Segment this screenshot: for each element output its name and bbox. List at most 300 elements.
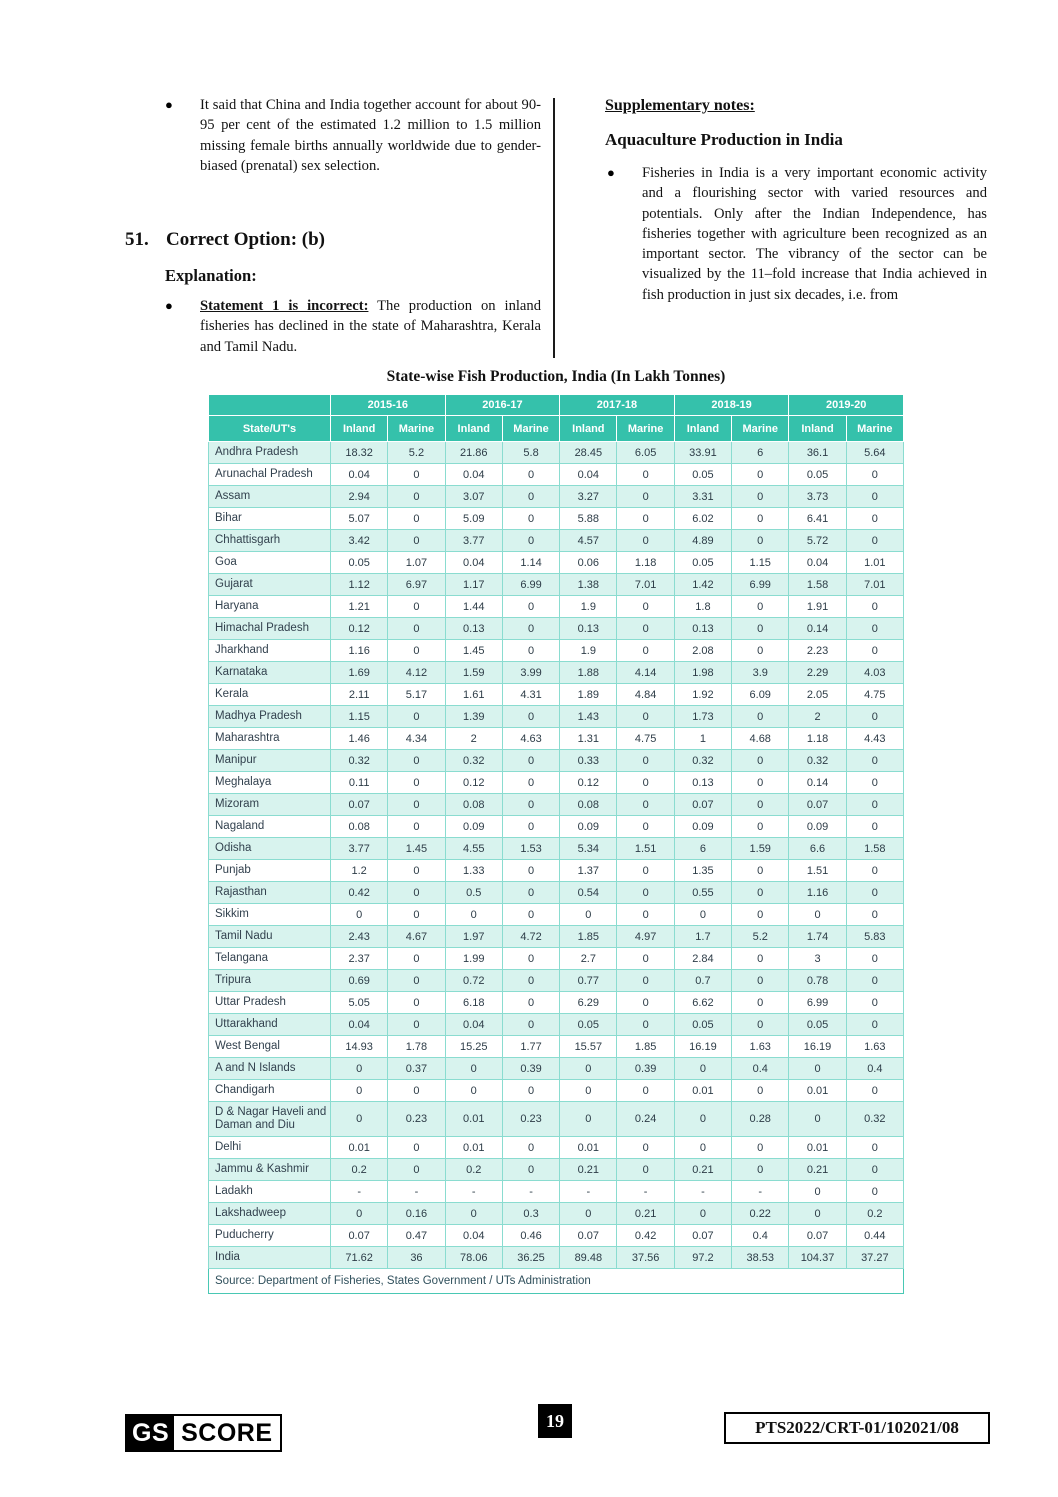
year-header-cell: 2018-19: [674, 395, 789, 416]
value-cell: 0: [617, 640, 674, 662]
value-cell: 1.12: [331, 574, 388, 596]
value-cell: 0.37: [388, 1058, 445, 1080]
table-row: [209, 1225, 904, 1247]
value-cell: 0.04: [331, 464, 388, 486]
value-cell: 0.04: [445, 1014, 502, 1036]
value-cell: 1.58: [846, 838, 903, 860]
value-cell: 6.09: [732, 684, 789, 706]
value-cell: 0.78: [789, 970, 846, 992]
value-cell: 4.55: [445, 838, 502, 860]
value-cell: 4.75: [617, 728, 674, 750]
table-row: [209, 926, 904, 948]
value-cell: 0: [789, 1203, 846, 1225]
value-cell: 1.42: [674, 574, 731, 596]
table-row: [209, 662, 904, 684]
value-cell: -: [445, 1181, 502, 1203]
table-row: [209, 1080, 904, 1102]
value-cell: 0.08: [445, 794, 502, 816]
value-cell: 0.14: [789, 772, 846, 794]
value-cell: 0.08: [331, 816, 388, 838]
value-cell: 0: [789, 1058, 846, 1080]
value-cell: 0: [732, 1080, 789, 1102]
value-cell: 5.88: [560, 508, 617, 530]
value-cell: 6.99: [789, 992, 846, 1014]
value-cell: 0: [388, 816, 445, 838]
value-cell: 2.94: [331, 486, 388, 508]
value-cell: 0: [617, 530, 674, 552]
value-cell: 21.86: [445, 442, 502, 464]
value-cell: 1.97: [445, 926, 502, 948]
value-cell: 0.32: [674, 750, 731, 772]
value-cell: 0.13: [674, 618, 731, 640]
value-cell: 1.77: [502, 1036, 559, 1058]
value-cell: 37.27: [846, 1247, 903, 1269]
state-cell: Chhattisgarh: [209, 530, 331, 552]
value-cell: 0.05: [789, 1014, 846, 1036]
value-cell: 4.67: [388, 926, 445, 948]
value-cell: 0.3: [502, 1203, 559, 1225]
value-cell: 0: [789, 1102, 846, 1137]
value-cell: 0.22: [732, 1203, 789, 1225]
value-cell: 0.04: [445, 1225, 502, 1247]
value-cell: 0: [388, 596, 445, 618]
value-cell: 0: [846, 904, 903, 926]
table-row: [209, 464, 904, 486]
table-footer: [209, 1269, 904, 1294]
table-row: [209, 1058, 904, 1080]
value-cell: 0: [388, 1159, 445, 1181]
value-cell: 4.84: [617, 684, 674, 706]
state-cell: Arunachal Pradesh: [209, 464, 331, 486]
value-cell: 0.4: [732, 1225, 789, 1247]
value-cell: 2.11: [331, 684, 388, 706]
right-bullet-text: Fisheries in India is a very important economic activity and a flourishing sector with varied resources and potentials. Only after the Indian Independence, has fisheries together with agriculture been recognized as an important sector. The vibrancy of the sector can be visualized by the 11–fold increase that India achieved in fish production in just six decades, i.e. from: [642, 165, 987, 303]
value-cell: 0: [674, 1203, 731, 1225]
value-cell: 0: [502, 750, 559, 772]
value-cell: 0: [846, 508, 903, 530]
value-cell: 4.03: [846, 662, 903, 684]
value-cell: 4.72: [502, 926, 559, 948]
value-cell: 0: [445, 904, 502, 926]
value-cell: 5.2: [388, 442, 445, 464]
bullet-icon: ●: [165, 97, 173, 112]
value-cell: 0: [617, 464, 674, 486]
value-cell: 0: [388, 948, 445, 970]
value-cell: 1.35: [674, 860, 731, 882]
table-row: [209, 1036, 904, 1058]
value-cell: 0: [846, 1014, 903, 1036]
value-cell: 0: [732, 882, 789, 904]
value-cell: 1.31: [560, 728, 617, 750]
value-cell: 7.01: [617, 574, 674, 596]
table-row: [209, 1137, 904, 1159]
value-cell: 1.14: [502, 552, 559, 574]
state-cell: Punjab: [209, 860, 331, 882]
value-cell: 0.09: [560, 816, 617, 838]
state-cell: Madhya Pradesh: [209, 706, 331, 728]
state-cell: Andhra Pradesh: [209, 442, 331, 464]
value-cell: 0: [502, 992, 559, 1014]
value-cell: 1.88: [560, 662, 617, 684]
table-row: [209, 772, 904, 794]
table-row: [209, 1203, 904, 1225]
value-cell: 1.89: [560, 684, 617, 706]
question-title: Correct Option: (b): [166, 229, 326, 250]
table-row: [209, 574, 904, 596]
value-cell: 0: [846, 882, 903, 904]
value-cell: 6.62: [674, 992, 731, 1014]
value-cell: 0.01: [789, 1080, 846, 1102]
value-cell: -: [732, 1181, 789, 1203]
table-row: [209, 992, 904, 1014]
value-cell: 1.38: [560, 574, 617, 596]
sub-header-cell: Marine: [388, 416, 445, 442]
logo-score-text: SCORE: [174, 1416, 279, 1450]
bullet-icon: ●: [607, 165, 615, 180]
value-cell: 1.91: [789, 596, 846, 618]
value-cell: 6.97: [388, 574, 445, 596]
value-cell: 0.13: [674, 772, 731, 794]
value-cell: 0: [388, 860, 445, 882]
state-cell: Uttar Pradesh: [209, 992, 331, 1014]
value-cell: 0: [674, 904, 731, 926]
fish-production-table: [208, 394, 904, 1294]
value-cell: 1.59: [732, 838, 789, 860]
value-cell: 0: [388, 618, 445, 640]
value-cell: 4.57: [560, 530, 617, 552]
value-cell: 0.07: [789, 794, 846, 816]
value-cell: 1.01: [846, 552, 903, 574]
value-cell: 1.16: [331, 640, 388, 662]
value-cell: 0: [502, 464, 559, 486]
value-cell: 2.23: [789, 640, 846, 662]
value-cell: 0: [388, 1080, 445, 1102]
year-header-row: [209, 395, 904, 416]
value-cell: 0.2: [331, 1159, 388, 1181]
table-row: [209, 816, 904, 838]
source-row: [209, 1269, 904, 1294]
value-cell: 0: [388, 904, 445, 926]
state-cell: Telangana: [209, 948, 331, 970]
value-cell: 0: [617, 508, 674, 530]
value-cell: 0: [846, 618, 903, 640]
value-cell: 28.45: [560, 442, 617, 464]
question-heading: [125, 229, 325, 251]
value-cell: 0: [617, 1080, 674, 1102]
value-cell: 1.37: [560, 860, 617, 882]
state-cell: Nagaland: [209, 816, 331, 838]
state-cell: Tamil Nadu: [209, 926, 331, 948]
table-row: [209, 838, 904, 860]
value-cell: 1.18: [789, 728, 846, 750]
value-cell: 1.45: [388, 838, 445, 860]
year-header-cell: 2019-20: [789, 395, 904, 416]
value-cell: 0: [617, 618, 674, 640]
value-cell: 0: [617, 794, 674, 816]
value-cell: 0: [846, 486, 903, 508]
table-row: [209, 948, 904, 970]
value-cell: 0: [732, 970, 789, 992]
value-cell: 0: [445, 1203, 502, 1225]
value-cell: 0.07: [674, 1225, 731, 1247]
value-cell: 78.06: [445, 1247, 502, 1269]
value-cell: 1.58: [789, 574, 846, 596]
value-cell: 18.32: [331, 442, 388, 464]
value-cell: 0: [732, 486, 789, 508]
value-cell: 2.08: [674, 640, 731, 662]
value-cell: 0: [502, 1014, 559, 1036]
value-cell: 0.12: [445, 772, 502, 794]
value-cell: 0: [846, 816, 903, 838]
table-row: [209, 1014, 904, 1036]
state-cell: Delhi: [209, 1137, 331, 1159]
value-cell: 0.05: [674, 552, 731, 574]
value-cell: 0.33: [560, 750, 617, 772]
value-cell: 1.16: [789, 882, 846, 904]
value-cell: 0: [732, 596, 789, 618]
table-row: [209, 596, 904, 618]
value-cell: 5.34: [560, 838, 617, 860]
value-cell: 1.44: [445, 596, 502, 618]
value-cell: 7.01: [846, 574, 903, 596]
value-cell: 0: [445, 1080, 502, 1102]
value-cell: 0: [388, 464, 445, 486]
left-bullet-item: [163, 296, 541, 357]
statement-lead: Statement 1 is incorrect:: [200, 298, 369, 314]
state-cell: Rajasthan: [209, 882, 331, 904]
value-cell: 1.63: [846, 1036, 903, 1058]
state-cell: Karnataka: [209, 662, 331, 684]
state-cell: Haryana: [209, 596, 331, 618]
value-cell: 1.53: [502, 838, 559, 860]
state-cell: Tripura: [209, 970, 331, 992]
value-cell: 0.39: [617, 1058, 674, 1080]
corner-cell: [209, 395, 331, 416]
value-cell: 1.78: [388, 1036, 445, 1058]
value-cell: 0.11: [331, 772, 388, 794]
table-row: [209, 1159, 904, 1181]
value-cell: 0: [502, 970, 559, 992]
value-cell: 0.32: [445, 750, 502, 772]
value-cell: 1.21: [331, 596, 388, 618]
value-cell: 0.47: [388, 1225, 445, 1247]
value-cell: 5.8: [502, 442, 559, 464]
value-cell: 3.9: [732, 662, 789, 684]
value-cell: 0: [846, 640, 903, 662]
value-cell: 0.77: [560, 970, 617, 992]
value-cell: 0: [502, 530, 559, 552]
value-cell: 0.05: [674, 464, 731, 486]
value-cell: 0.2: [445, 1159, 502, 1181]
value-cell: 0: [502, 618, 559, 640]
value-cell: 0: [502, 882, 559, 904]
value-cell: 0.01: [331, 1137, 388, 1159]
value-cell: 0.42: [331, 882, 388, 904]
table-row: [209, 552, 904, 574]
value-cell: 0: [502, 1159, 559, 1181]
value-cell: 0.23: [502, 1102, 559, 1137]
value-cell: 0.32: [331, 750, 388, 772]
value-cell: 5.2: [732, 926, 789, 948]
value-cell: 3.77: [331, 838, 388, 860]
value-cell: 0.44: [846, 1225, 903, 1247]
value-cell: 0: [846, 794, 903, 816]
value-cell: 6.29: [560, 992, 617, 1014]
value-cell: 0: [732, 948, 789, 970]
value-cell: 0: [617, 750, 674, 772]
value-cell: 0: [388, 1014, 445, 1036]
value-cell: 6.6: [789, 838, 846, 860]
value-cell: 0: [846, 1137, 903, 1159]
value-cell: 0: [846, 970, 903, 992]
value-cell: 0: [674, 1102, 731, 1137]
value-cell: 0.28: [732, 1102, 789, 1137]
table-row: [209, 640, 904, 662]
value-cell: 0: [846, 1181, 903, 1203]
value-cell: 0.16: [388, 1203, 445, 1225]
value-cell: 0: [617, 816, 674, 838]
state-cell: Bihar: [209, 508, 331, 530]
table-row: [209, 750, 904, 772]
value-cell: 0: [846, 464, 903, 486]
state-cell: Manipur: [209, 750, 331, 772]
value-cell: 0.13: [560, 618, 617, 640]
value-cell: 1.33: [445, 860, 502, 882]
value-cell: 1.18: [617, 552, 674, 574]
value-cell: 6.05: [617, 442, 674, 464]
value-cell: 0: [846, 530, 903, 552]
value-cell: 0: [388, 992, 445, 1014]
value-cell: 104.37: [789, 1247, 846, 1269]
value-cell: 0.01: [789, 1137, 846, 1159]
table-row: [209, 684, 904, 706]
value-cell: 1.61: [445, 684, 502, 706]
state-cell: D & Nagar Haveli and Daman and Diu: [209, 1102, 331, 1137]
value-cell: 1.45: [445, 640, 502, 662]
value-cell: 1.15: [732, 552, 789, 574]
value-cell: 0: [617, 1014, 674, 1036]
sub-header-cell: Inland: [331, 416, 388, 442]
value-cell: 4.75: [846, 684, 903, 706]
value-cell: 3.77: [445, 530, 502, 552]
value-cell: 0.32: [789, 750, 846, 772]
value-cell: 2.29: [789, 662, 846, 684]
sub-header-cell: Inland: [560, 416, 617, 442]
document-ref-code: PTS2022/CRT-01/102021/08: [724, 1412, 990, 1444]
value-cell: 1.98: [674, 662, 731, 684]
value-cell: 0: [502, 486, 559, 508]
page-number: 19: [538, 1404, 572, 1438]
value-cell: 0.24: [617, 1102, 674, 1137]
value-cell: -: [560, 1181, 617, 1203]
state-cell: Mizoram: [209, 794, 331, 816]
state-cell: Puducherry: [209, 1225, 331, 1247]
value-cell: 4.68: [732, 728, 789, 750]
value-cell: 1.99: [445, 948, 502, 970]
value-cell: 0.4: [846, 1058, 903, 1080]
value-cell: 0: [617, 992, 674, 1014]
table-row: [209, 728, 904, 750]
table-row: [209, 442, 904, 464]
value-cell: 0.39: [502, 1058, 559, 1080]
value-cell: 5.09: [445, 508, 502, 530]
table-header: [209, 395, 904, 442]
value-cell: 0: [846, 1080, 903, 1102]
value-cell: 0.04: [331, 1014, 388, 1036]
value-cell: 0: [331, 1080, 388, 1102]
value-cell: 4.34: [388, 728, 445, 750]
state-cell: Maharashtra: [209, 728, 331, 750]
state-cell: Meghalaya: [209, 772, 331, 794]
value-cell: 0: [502, 772, 559, 794]
value-cell: 0: [388, 794, 445, 816]
value-cell: 5.64: [846, 442, 903, 464]
value-cell: 0.32: [846, 1102, 903, 1137]
value-cell: 0.54: [560, 882, 617, 904]
value-cell: 0.07: [331, 794, 388, 816]
aquaculture-heading: Aquaculture Production in India: [605, 130, 843, 149]
value-cell: 0.13: [445, 618, 502, 640]
value-cell: 0: [331, 1058, 388, 1080]
value-cell: 2.43: [331, 926, 388, 948]
value-cell: 0: [388, 882, 445, 904]
data-table: [208, 394, 904, 1294]
value-cell: 1.8: [674, 596, 731, 618]
value-cell: 2.05: [789, 684, 846, 706]
value-cell: 0: [732, 992, 789, 1014]
value-cell: 0: [732, 816, 789, 838]
value-cell: 1.85: [617, 1036, 674, 1058]
value-cell: 36: [388, 1247, 445, 1269]
value-cell: 0: [560, 1080, 617, 1102]
logo-gs-text: GS: [127, 1416, 174, 1450]
value-cell: 6.99: [732, 574, 789, 596]
value-cell: 0.06: [560, 552, 617, 574]
value-cell: 0: [732, 794, 789, 816]
value-cell: 0.2: [846, 1203, 903, 1225]
value-cell: 0: [502, 904, 559, 926]
value-cell: 0.5: [445, 882, 502, 904]
value-cell: 0: [502, 706, 559, 728]
value-cell: 0: [846, 860, 903, 882]
value-cell: 0: [732, 860, 789, 882]
value-cell: 38.53: [732, 1247, 789, 1269]
table-row: [209, 860, 904, 882]
value-cell: 0.07: [674, 794, 731, 816]
value-cell: 4.97: [617, 926, 674, 948]
value-cell: 0.42: [617, 1225, 674, 1247]
value-cell: 0.08: [560, 794, 617, 816]
value-cell: 1.59: [445, 662, 502, 684]
value-cell: 0.23: [388, 1102, 445, 1137]
value-cell: 0.72: [445, 970, 502, 992]
table-body: [209, 442, 904, 1269]
value-cell: 0: [617, 772, 674, 794]
value-cell: 0: [388, 486, 445, 508]
state-cell: Gujarat: [209, 574, 331, 596]
value-cell: 0.21: [560, 1159, 617, 1181]
value-cell: 97.2: [674, 1247, 731, 1269]
value-cell: 5.07: [331, 508, 388, 530]
value-cell: 0: [674, 1058, 731, 1080]
value-cell: 3.31: [674, 486, 731, 508]
value-cell: 0.09: [789, 816, 846, 838]
sub-header-cell: Inland: [674, 416, 731, 442]
value-cell: 4.89: [674, 530, 731, 552]
value-cell: 5.05: [331, 992, 388, 1014]
table-row: [209, 904, 904, 926]
table-row: [209, 794, 904, 816]
